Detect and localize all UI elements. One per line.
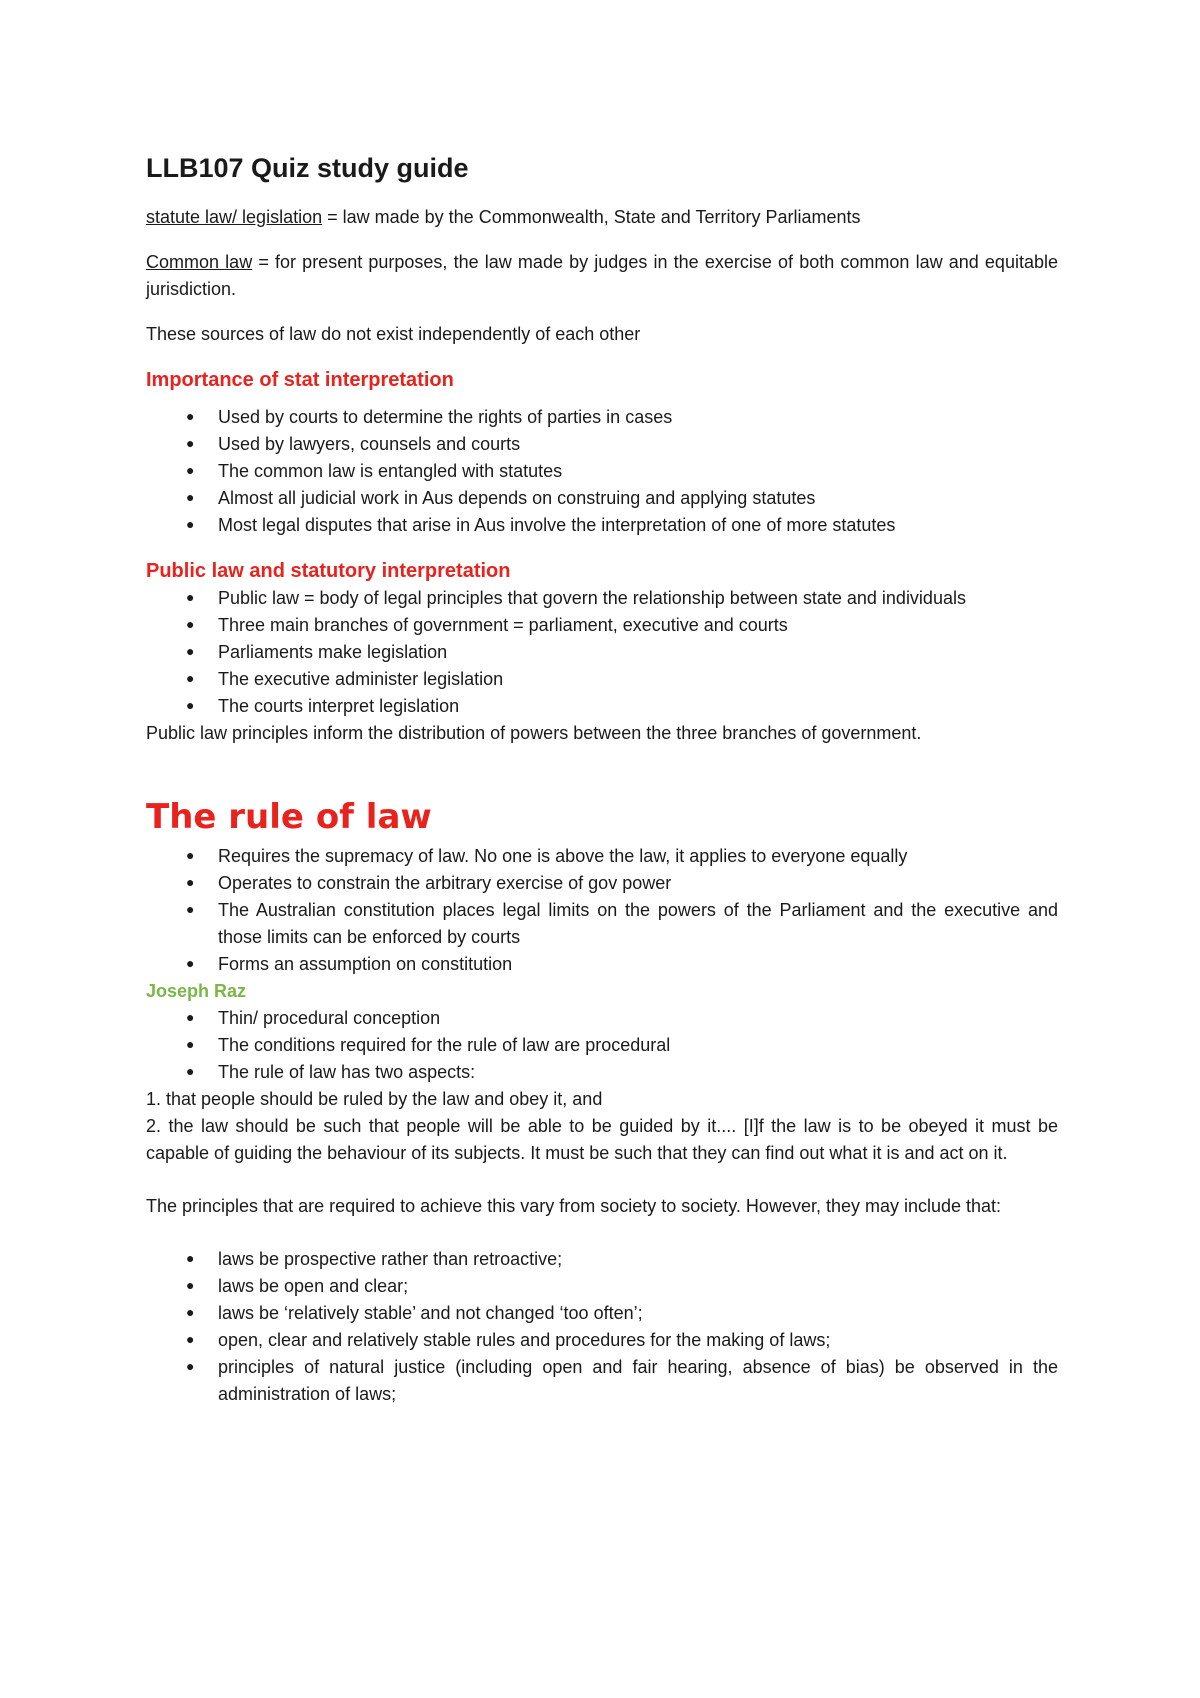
list-item-text: The Australian constitution places legal limits on the powers of the Parliament and the executive and those limits can be enforced by courts [218,900,1058,947]
list-item-text: Almost all judicial work in Aus depends on construing and applying statutes [218,488,816,508]
bullet-icon: ● [186,1063,195,1079]
list-item [146,612,1058,639]
list-item [146,1005,1058,1032]
statute-term: statute law/ legislation [146,207,323,227]
list-item [146,458,1058,485]
bullet-icon: ● [186,1304,195,1320]
spacer [146,1167,1058,1193]
sources-note: These sources of law do not exist independently of each other [146,324,641,344]
list-item [146,485,1058,512]
bullet-icon: ● [186,1250,195,1266]
list-item-text: The courts interpret legislation [218,696,460,716]
list-item [146,404,1058,431]
common-law-term: Common law [146,252,253,272]
bullet-icon: ● [186,589,195,605]
list-item-text: open, clear and relatively stable rules and procedures for the making of laws; [218,1330,831,1350]
list-item [146,1059,1058,1086]
bullet-icon: ● [186,1331,195,1347]
list-item [146,1300,1058,1327]
bullet-icon: ● [186,643,195,659]
list-item [146,843,1058,870]
document-page [146,150,1058,1408]
list-item-text: laws be open and clear; [218,1276,409,1296]
bullet-icon: ● [186,1277,195,1293]
list-item [146,585,1058,612]
list-item [146,1327,1058,1354]
list-item [146,1354,1058,1408]
bullet-icon: ● [186,1036,195,1052]
list-item-text: laws be ‘relatively stable’ and not changed ‘too often’; [218,1303,643,1323]
list-item-text: laws be prospective rather than retroactive; [218,1249,563,1269]
list-item [146,693,1058,720]
public-law-summary: Public law principles inform the distribution of powers between the three branches of government. [146,723,922,743]
list-item-text: Three main branches of government = parliament, executive and courts [218,615,788,635]
list-item-text: The conditions required for the rule of law are procedural [218,1035,671,1055]
bullet-icon: ● [186,1009,195,1025]
list-item-text: principles of natural justice (including open and fair hearing, absence of bias) be observed in the administration of laws; [218,1357,1058,1404]
list-item-text: The rule of law has two aspects: [218,1062,476,1082]
principles-list [146,1246,1058,1408]
bullet-icon: ● [186,462,195,478]
statute-def-text: = law made by the Commonwealth, State and Territory Parliaments [322,207,861,227]
section-heading-importance: Importance of stat interpretation [146,369,454,391]
bullet-icon: ● [186,1358,195,1374]
section-heading-rule-of-law: The rule of law [146,797,432,837]
list-item-text: Requires the supremacy of law. No one is above the law, it applies to everyone equally [218,846,908,866]
list-item [146,1032,1058,1059]
common-law-def-text: = for present purposes, the law made by judges in the exercise of both common law and equitable jurisdiction. [146,252,1058,299]
public-law-list [146,585,1058,720]
list-item-text: Operates to constrain the arbitrary exercise of gov power [218,873,672,893]
raz-aspect-1: 1. that people should be ruled by the law and obey it, and [146,1089,603,1109]
list-item-text: The executive administer legislation [218,669,504,689]
list-item-text: Most legal disputes that arise in Aus involve the interpretation of one of more statutes [218,515,896,535]
list-item [146,870,1058,897]
list-item-text: Parliaments make legislation [218,642,448,662]
list-item [146,431,1058,458]
list-item [146,666,1058,693]
list-item [146,1273,1058,1300]
raz-list [146,1005,1058,1086]
section-heading-public-law: Public law and statutory interpretation [146,560,511,582]
subheading-joseph-raz: Joseph Raz [146,981,247,1001]
raz-aspect-2: 2. the law should be such that people will be able to be guided by it.... [I]f the law is to be obeyed it must be capable of guiding the behaviour of its subjects. It must be such that they can find out what it is and act on it. [146,1116,1058,1163]
principles-intro: The principles that are required to achieve this vary from society to society. However, they may include that: [146,1196,1002,1216]
bullet-icon: ● [186,697,195,713]
common-law-definition [146,249,1058,303]
bullet-icon: ● [186,616,195,632]
bullet-icon: ● [186,847,195,863]
list-item-text: Used by courts to determine the rights of parties in cases [218,407,673,427]
bullet-icon: ● [186,670,195,686]
list-item-text: Thin/ procedural conception [218,1008,441,1028]
list-item [146,639,1058,666]
bullet-icon: ● [186,955,195,971]
list-item [146,512,1058,539]
importance-list [146,404,1058,539]
bullet-icon: ● [186,435,195,451]
spacer [146,1238,1058,1246]
list-item-text: Public law = body of legal principles that govern the relationship between state and individuals [218,588,966,608]
list-item [146,897,1058,951]
rule-of-law-list [146,843,1058,978]
list-item-text: Used by lawyers, counsels and courts [218,434,521,454]
statute-definition [146,204,1058,231]
list-item-text: Forms an assumption on constitution [218,954,513,974]
bullet-icon: ● [186,874,195,890]
bullet-icon: ● [186,489,195,505]
document-title: LLB107 Quiz study guide [146,153,469,183]
list-item [146,1246,1058,1273]
bullet-icon: ● [186,408,195,424]
list-item-text: The common law is entangled with statutes [218,461,563,481]
list-item [146,951,1058,978]
bullet-icon: ● [186,516,195,532]
bullet-icon: ● [186,901,195,917]
